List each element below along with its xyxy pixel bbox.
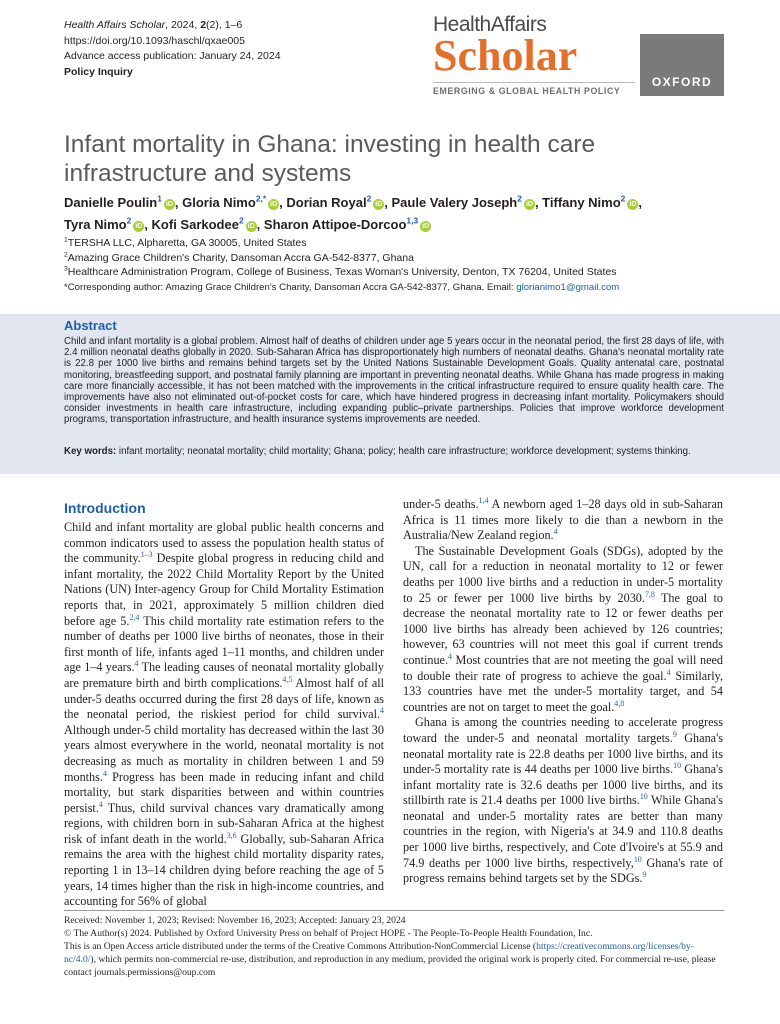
body-column-right (403, 497, 723, 887)
journal-logo-main: Scholar (433, 31, 578, 80)
affiliation-list (64, 236, 724, 280)
citation-marker[interactable]: 3,6 (226, 830, 237, 840)
orcid-icon[interactable]: iD (247, 223, 255, 230)
author-name: Danielle Poulin (64, 195, 158, 210)
email-link[interactable]: glorianimo1@gmail.com (516, 282, 620, 293)
article-footer (64, 914, 724, 979)
author-name: Tyra Nimo (64, 217, 127, 232)
citation-marker[interactable]: 4 (666, 667, 671, 677)
citation-marker[interactable]: 4 (98, 799, 103, 809)
abstract-heading: Abstract (64, 318, 117, 333)
keywords: Key words: infant mortality; neonatal mortality; child mortality; Ghana; policy; health care infrastructure; workforce development; systems thinking. (64, 446, 691, 457)
journal-logo (433, 14, 635, 96)
footer-divider (64, 910, 724, 911)
license: This is an Open Access article distributed under the terms of the Creative Commons Attribution-NonCommercial License (https://creativecommons.org/licenses/by-nc/4.0/), which permits non-commercial re-use, distribution, and reproduction in any medium, provided the original work is properly cited. For commercial re-use, please contact journals.permissions@oup.com (64, 941, 716, 978)
citation-marker[interactable]: 10 (633, 854, 642, 864)
author-list: Danielle Poulin$^1$iD , Gloria Nimo$^{2,*}$iD , Dorian Royal$^2$iD , Paule Valery Joseph$^2$iD , Tiffany Nimo$^2$iD , Tyra Nimo$^2$iD , Kofi Sarkodee$^2$iD , Sharon Attipoe-Dorcoo$^{1,3}$iD (64, 193, 642, 232)
affiliation-text: Healthcare Administration Program, College of Business, Texas Woman's University, Denton, TX 76204, United States (67, 266, 617, 278)
author-affiliation-marker[interactable]: 2 (620, 193, 626, 204)
doi-link[interactable]: https://doi.org/10.1093/haschl/qxae005 (64, 34, 245, 47)
citation-marker[interactable]: 4 (380, 706, 384, 716)
citation-marker[interactable]: 1–3 (140, 550, 153, 560)
affiliation-number: 1 (64, 236, 68, 244)
citation-marker[interactable]: 9 (642, 870, 647, 880)
advance-access-date: Advance access publication: January 24, 2024 (64, 50, 281, 62)
citation-marker[interactable]: 4,8 (614, 698, 625, 708)
journal-logo-top: HealthAffairs (433, 13, 547, 36)
author-affiliation-marker[interactable]: 1 (157, 193, 162, 204)
orcid-icon[interactable]: iD (135, 223, 143, 230)
body-paragraph: Ghana is among the countries needing to accelerate progress toward the under-5 and neonatal mortality targets.$^9$ Ghana's neonatal mortality rate is 22.8 deaths per 1000 live births, and its under-5 mortality rate is 44 deaths per 1000 live births.$^{10}$ Ghana's infant mortality rate is 32.6 deaths per 1000 live births, and its stillbirth rate is 21.4 deaths per 1000 live births.$^{10}$ While Ghana's neonatal and under-5 mortality rates are better than many countries in the region, with Nigeria's at 34.9 and 110.8 deaths per 1000 live births, respectively, and Cote d'Ivoire's at 55.9 and 74.9 deaths per 1000 live births, respectively,$^{10}$ Ghana's rate of progress remains behind targets set by the SDGs.$^9$ (403, 715, 724, 886)
citation-marker[interactable]: 4,5 (282, 674, 293, 684)
body-paragraph: under-5 deaths.$^{1,4}$ A newborn aged 1–28 days old in sub-Saharan Africa is 11 times more likely to die than a newborn in the Australia/New Zealand region.$^4$ (403, 495, 723, 543)
orcid-icon[interactable]: iD (422, 223, 430, 230)
citation-marker[interactable]: 4 (553, 527, 558, 537)
author-affiliation-marker[interactable]: 2 (238, 215, 244, 226)
article-dates: Received: November 1, 2023; Revised: November 16, 2023; Accepted: January 23, 2024 (64, 915, 406, 926)
affiliation-number: 3 (64, 265, 68, 273)
author-name: Sharon Attipoe-Dorcoo (263, 217, 407, 232)
copyright: © The Author(s) 2024. Published by Oxford University Press on behalf of Project HOPE - The People-To-People Health Foundation, Inc. (64, 928, 593, 939)
author-name: Dorian Royal (286, 195, 367, 210)
article-type: Policy Inquiry (64, 65, 133, 78)
orcid-icon[interactable]: iD (270, 201, 278, 208)
citation-marker[interactable]: 9 (672, 729, 677, 739)
affiliation-number: 2 (64, 251, 68, 258)
citation-marker[interactable]: 10 (639, 792, 648, 802)
citation-marker[interactable]: 4 (448, 651, 452, 661)
author-affiliation-marker[interactable]: 2 (126, 215, 132, 226)
article-title: Infant mortality in Ghana: investing in health care infrastructure and systems (64, 131, 596, 187)
affiliation-item (64, 251, 724, 266)
body-paragraph: Child and infant mortality are global public health concerns and common indicators used to assess the population health status of the community.$^{1-3}$ Despite global progress in reducing child and infant mortality, the 2022 Child Mortality Report by the United Nations (UN) Inter-agency Group for Child Mortality Estimation reports that, in 2021, approximately 5 million children died before age 5.$^{2,4}$ This child mortality rate estimation refers to the number of deaths per 1000 live births of neonates, those in their first month of life, infants aged 1–11 months, and children under age 1–4 years.$^4$ The leading causes of neonatal mortality globally are premature birth and birth complications.$^{4,5}$ Almost half of all under-5 deaths occurred during the first 28 days of life, known as the neonatal period, the riskiest period for child survival.$^4$ Although under-5 child mortality has decreased within the last 30 years almost everywhere in the world, neonatal mortality is not decreasing as much as mortality in children between 1 and 59 months.$^4$ Progress has been made in reducing infant and child mortality, but stark disparities between and within countries persist.$^4$ Thus, child survival chances vary dramatically among regions, with children born in sub-Saharan Africa at the highest risk of infant death in the world.$^{3,6}$ Globally, sub-Saharan Africa remains the area with the highest child mortality disparity rates, reporting 1 in 13–14 children dying before reaching the age of 5 years, 14 times higher than the risk in high-income countries, and accounting for 56% of global (64, 520, 385, 909)
author-name: Tiffany Nimo (542, 195, 621, 210)
author-name: Gloria Nimo (182, 195, 256, 210)
article-meta (64, 18, 281, 80)
author-affiliation-marker[interactable]: 2 (517, 193, 522, 204)
orcid-icon[interactable]: iD (525, 201, 533, 208)
author-affiliation-marker[interactable]: 2 (366, 193, 372, 204)
corresponding-author: *Corresponding author: Amazing Grace Children's Charity, Dansoman Accra GA-542-8377, Ghana. Email: glorianimo1@gmail.com (64, 282, 620, 293)
orcid-icon[interactable]: iD (629, 201, 637, 208)
affiliation-text: Amazing Grace Children's Charity, Dansoman Accra GA-542-8377, Ghana (67, 251, 414, 264)
body-column-left (64, 520, 384, 910)
introduction-heading: Introduction (64, 500, 146, 516)
author-name: Paule Valery Joseph (391, 195, 518, 210)
author-affiliation-marker[interactable]: 2,* (255, 193, 267, 204)
license-link[interactable]: https://creativecommons.org/licenses/by-nc/4.0/ (64, 941, 694, 965)
citation-marker[interactable]: 4 (134, 659, 139, 669)
citation-marker[interactable]: 7,8 (644, 589, 655, 599)
journal-citation: Health Affairs Scholar, 2024, 2(2), 1–6 (64, 19, 243, 31)
citation-marker[interactable]: 1,4 (478, 495, 489, 505)
journal-logo-tagline: EMERGING & GLOBAL HEALTH POLICY (433, 82, 635, 96)
author-name: Kofi Sarkodee (151, 217, 239, 232)
citation-marker[interactable]: 10 (673, 761, 682, 771)
orcid-icon[interactable]: iD (375, 201, 383, 208)
body-paragraph: The Sustainable Development Goals (SDGs), adopted by the UN, call for a reduction in neonatal mortality to 12 or fewer deaths per 1000 live births and a reduction in under-5 mortality to 25 or fewer per 1000 live births by 2030.$^{7,8}$ The goal to decrease the neonatal mortality rate to 12 or fewer deaths per 1000 live births has already been achieved by 126 countries; however, 63 countries will not meet this goal if current trends continue.$^4$ Most countries that are not meeting the goal will need to double their rate of progress to achieve the goal.$^4$ Similarly, 133 countries have met the under-5 mortality target, and 54 countries are not on target to meet the goal.$^{4,8}$ (403, 543, 723, 714)
affiliation-item (64, 236, 724, 251)
abstract-text: Child and infant mortality is a global problem. Almost half of deaths of children under age 5 years occur in the neonatal period, the first 28 days of life, with 2.4 million neonatal deaths globally in 2020. Sub-Saharan Africa has disproportionately high numbers of neonatal deaths. Ghana's neonatal mortality rate is 22.8 per 1000 live births and remains behind targets set by the United Nations Sustainable Development Goals. Quality antenatal care, postnatal monitoring, breastfeeding support, and postnatal family planning are important in preventing neonatal deaths. While Ghana has made progress in making care more financially accessible, it has not been matched with the improvements in the critical infrastructure required to ensure quality health care. The improvements have also not eliminated out-of-pocket costs for care, which have hindered progress in decreasing infant mortality. Policymakers should consider investments in health care infrastructure, including expanding public–private partnerships. Policies that improve workforce development programs, transportation infrastructure, and health insurance systems improvements are needed. (64, 336, 724, 426)
affiliation-item (64, 265, 724, 280)
affiliation-text: TERSHA LLC, Alpharetta, GA 30005, United States (67, 237, 307, 249)
publisher-logo: OXFORD (640, 34, 724, 96)
author-affiliation-marker[interactable]: 1,3 (406, 215, 419, 226)
citation-marker[interactable]: 2,4 (129, 612, 140, 622)
citation-marker[interactable]: 4 (102, 768, 107, 778)
orcid-icon[interactable]: iD (165, 201, 173, 208)
